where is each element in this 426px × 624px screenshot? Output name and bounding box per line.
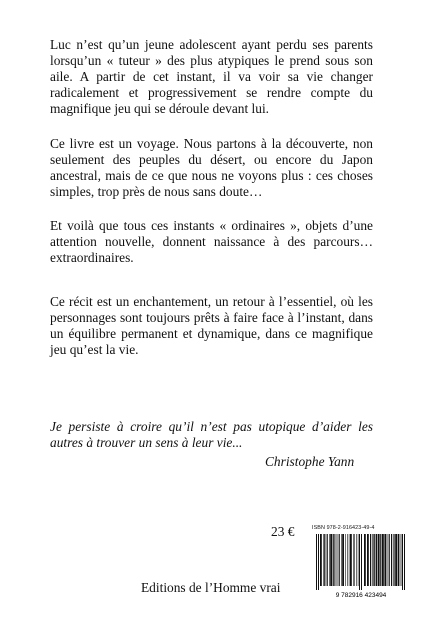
barcode-bar — [382, 534, 384, 586]
author-name: Christophe Yann — [265, 454, 355, 469]
barcode-bar — [401, 534, 402, 586]
barcode-bar — [358, 534, 359, 586]
barcode-bar — [395, 534, 397, 586]
barcode-bar — [330, 534, 332, 586]
blurb-paragraph-1: Luc n’est qu’un jeune adolescent ayant perdu ses parents lorsqu’un « tuteur » des plus atypiques le prend sous son aile. A partir de cet instant, il va voir sa vie changer radicalement et progressivement se rendre compte du magnifique jeu qui se déroule devant lui. — [50, 37, 373, 116]
price: 23 € — [271, 524, 295, 539]
barcode-bar — [402, 534, 403, 590]
barcode-bar — [353, 534, 354, 586]
barcode-bar — [380, 534, 381, 586]
blurb-paragraph-2: Ce livre est un voyage. Nous partons à la découverte, non seulement des peuples du désert, ou encore du Japon ancestral, mais de ce que nous ne voyons plus : ces choses simples, trop près de nous sans doute… — [50, 136, 373, 199]
barcode-bar — [374, 534, 375, 586]
blurb-paragraph-3: Et voilà que tous ces instants « ordinaires », objets d’une attention nouvelle, donnent naissance à des parcours… extraordinaires. — [50, 218, 373, 265]
barcode-digits: 9 782916 423494 — [335, 592, 387, 599]
barcode-bar — [347, 534, 348, 586]
isbn-label: ISBN 978-2-916423-49-4 — [312, 525, 375, 531]
barcode-bar — [316, 534, 317, 590]
barcode-bar — [345, 534, 346, 586]
barcode-bar — [398, 534, 400, 586]
barcode-bar — [370, 534, 371, 586]
barcode-bar — [393, 534, 394, 586]
barcode-bar — [329, 534, 330, 586]
barcode-bar — [337, 534, 338, 586]
barcode-bar — [391, 534, 392, 586]
barcode-bar — [334, 534, 335, 586]
barcode-bar — [333, 534, 334, 586]
barcode-bar — [359, 534, 360, 590]
barcode-bar — [327, 534, 328, 586]
barcode-image — [312, 534, 410, 599]
barcode-bar — [324, 534, 325, 586]
barcode-bar — [323, 534, 324, 586]
barcode-bar — [372, 534, 373, 586]
barcode-bar — [339, 534, 340, 586]
barcode-bar — [404, 534, 405, 590]
barcode-bar — [341, 534, 342, 586]
barcode-bar — [361, 534, 362, 590]
barcode-bar — [364, 534, 366, 586]
barcode-bar — [367, 534, 369, 586]
barcode-bar — [389, 534, 390, 586]
isbn-barcode-block — [312, 525, 410, 599]
barcode-bar — [342, 534, 344, 586]
barcode-bar — [318, 534, 319, 590]
blurb-paragraph-4: Ce récit est un enchantement, un retour à l’essentiel, où les personnages sont toujours prêts à faire face à l’instant, dans un équilibre permanent et dynamique, dans ce magnifique jeu qu’est la vie. — [50, 294, 373, 357]
barcode-bar — [350, 534, 352, 586]
barcode-bar — [349, 534, 350, 586]
barcode-bar — [356, 534, 357, 586]
publisher-name: Editions de l’Homme vrai — [141, 580, 281, 595]
author-quote: Je persiste à croire qu’il n’est pas utopique d’aider les autres à trouver un sens à leur vie... — [50, 419, 373, 450]
barcode-bar — [354, 534, 355, 586]
barcode-bar — [384, 534, 386, 586]
barcode-bar — [378, 534, 380, 586]
barcode-bar — [320, 534, 322, 586]
barcode-bar — [376, 534, 377, 586]
barcode-bar — [387, 534, 388, 586]
barcode-bar — [336, 534, 337, 586]
